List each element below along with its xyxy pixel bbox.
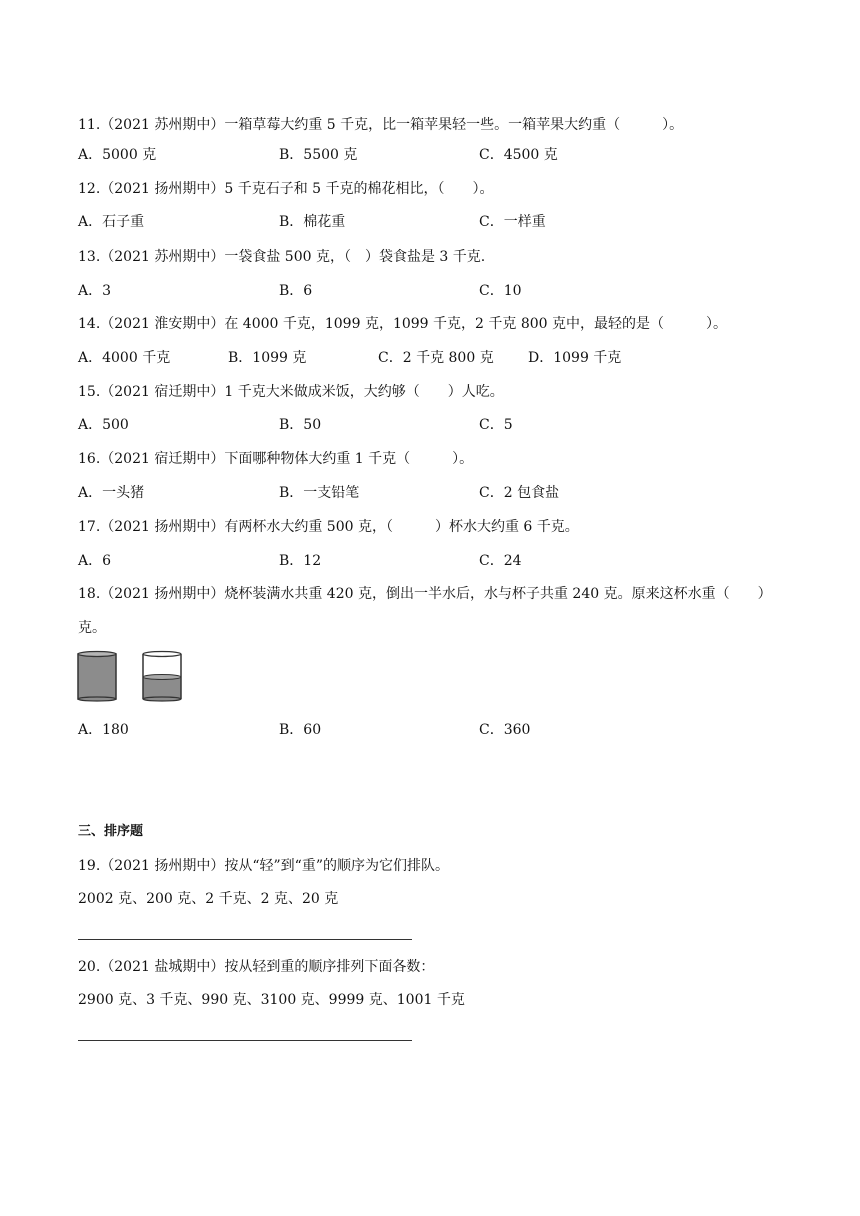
q11-option-c: C．4500 克 <box>479 147 558 163</box>
question-20-items: 2900 克、3 千克、990 克、3100 克、9999 克、1001 千克 <box>78 992 465 1008</box>
q18-option-b: B．60 <box>279 722 322 738</box>
question-18-stem-continued: 克。 <box>78 620 106 636</box>
question-20-stem: 20.（2021 盐城期中）按从轻到重的顺序排列下面各数： <box>78 959 435 975</box>
q18-option-c: C．360 <box>479 722 531 738</box>
q14-option-d: D．1099 千克 <box>528 350 622 366</box>
question-19-stem: 19.（2021 扬州期中）按从“轻”到“重”的顺序为它们排队。 <box>78 858 449 874</box>
q12-option-b: B．棉花重 <box>279 214 346 230</box>
q13-option-a: A．3 <box>78 283 112 299</box>
q18-option-a: A．180 <box>78 722 129 738</box>
question-20-answer-line[interactable] <box>78 1040 412 1041</box>
q16-option-b: B．一支铅笔 <box>279 485 360 501</box>
q17-option-c: C．24 <box>479 553 522 569</box>
question-14-stem: 14.（2021 淮安期中）在 4000 千克，1099 克，1099 千克，2 千克 800 克中，最轻的是（ ）。 <box>78 316 728 332</box>
q12-option-c: C．一样重 <box>479 214 546 230</box>
section-3-heading: 三、排序题 <box>78 824 144 839</box>
question-15-stem: 15.（2021 宿迁期中）1 千克大米做成米饭，大约够（ ）人吃。 <box>78 384 504 400</box>
half-beaker-icon <box>141 650 185 702</box>
q14-option-b: B．1099 克 <box>228 350 307 366</box>
q14-option-a: A．4000 千克 <box>78 350 171 366</box>
question-13-stem: 13.（2021 苏州期中）一袋食盐 500 克，（ ）袋食盐是 3 千克. <box>78 249 486 265</box>
q11-option-b: B．5500 克 <box>279 147 358 163</box>
q15-option-a: A．500 <box>78 417 129 433</box>
question-18-stem: 18.（2021 扬州期中）烧杯装满水共重 420 克，倒出一半水后，水与杯子共重 240 克。原来这杯水重（ ） <box>78 586 772 602</box>
q14-option-c: C．2 千克 800 克 <box>378 350 494 366</box>
question-12-stem: 12.（2021 扬州期中）5 千克石子和 5 千克的棉花相比，（ ）。 <box>78 181 494 197</box>
question-11-stem: 11.（2021 苏州期中）一箱草莓大约重 5 千克，比一箱苹果轻一些。一箱苹果大约重（ ）。 <box>78 117 684 133</box>
full-beaker-icon <box>76 650 120 702</box>
question-19-items: 2002 克、200 克、2 千克、2 克、20 克 <box>78 891 339 907</box>
question-17-stem: 17.（2021 扬州期中）有两杯水大约重 500 克，（ ）杯水大约重 6 千克。 <box>78 519 579 535</box>
q15-option-b: B．50 <box>279 417 322 433</box>
q12-option-a: A．石子重 <box>78 214 145 230</box>
q16-option-a: A．一头猪 <box>78 485 145 501</box>
q11-option-a: A．5000 克 <box>78 147 157 163</box>
question-16-stem: 16.（2021 宿迁期中）下面哪种物体大约重 1 千克（ ）。 <box>78 451 474 467</box>
q17-option-a: A．6 <box>78 553 112 569</box>
q15-option-c: C．5 <box>479 417 513 433</box>
q13-option-b: B．6 <box>279 283 313 299</box>
q17-option-b: B．12 <box>279 553 322 569</box>
q13-option-c: C．10 <box>479 283 522 299</box>
q16-option-c: C．2 包食盐 <box>479 485 560 501</box>
question-19-answer-line[interactable] <box>78 939 412 940</box>
